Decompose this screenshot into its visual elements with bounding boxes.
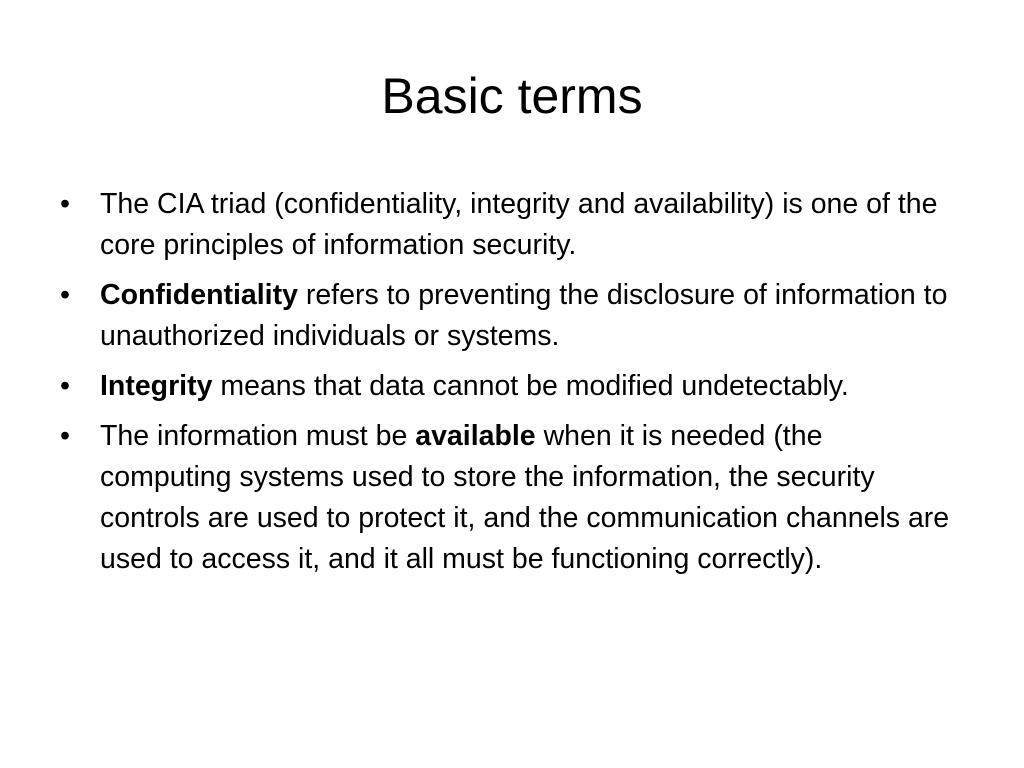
bullet-text: means that data cannot be modified undetectably.	[212, 370, 849, 402]
bullet-text: The CIA triad (confidentiality, integrity and availability) is one of the core principles of information security.	[100, 188, 938, 261]
bullet-list	[60, 184, 960, 589]
slide-title: Basic terms	[381, 68, 643, 124]
bullet-term: Integrity	[100, 370, 213, 402]
bullet-dot-icon: •	[60, 370, 70, 402]
bullet-item-cia-triad	[60, 184, 960, 266]
bullet-term: Confidentiality	[100, 279, 298, 311]
bullet-lead: The information must be	[100, 420, 416, 452]
bullet-text: refers to preventing the disclosure of information to unauthorized individuals or systems.	[100, 279, 948, 352]
bullet-term: available	[415, 420, 536, 452]
bullet-dot-icon: •	[60, 420, 70, 452]
bullet-item-availability	[60, 416, 960, 580]
bullet-item-integrity	[60, 366, 960, 407]
bullet-dot-icon: •	[60, 188, 70, 220]
bullet-text: when it is needed (the computing systems used to store the information, the security controls are used to protect it, and the communication channels are used to access it, and it all must be functioning correctly).	[100, 420, 950, 575]
bullet-item-confidentiality	[60, 275, 960, 357]
bullet-dot-icon: •	[60, 279, 70, 311]
